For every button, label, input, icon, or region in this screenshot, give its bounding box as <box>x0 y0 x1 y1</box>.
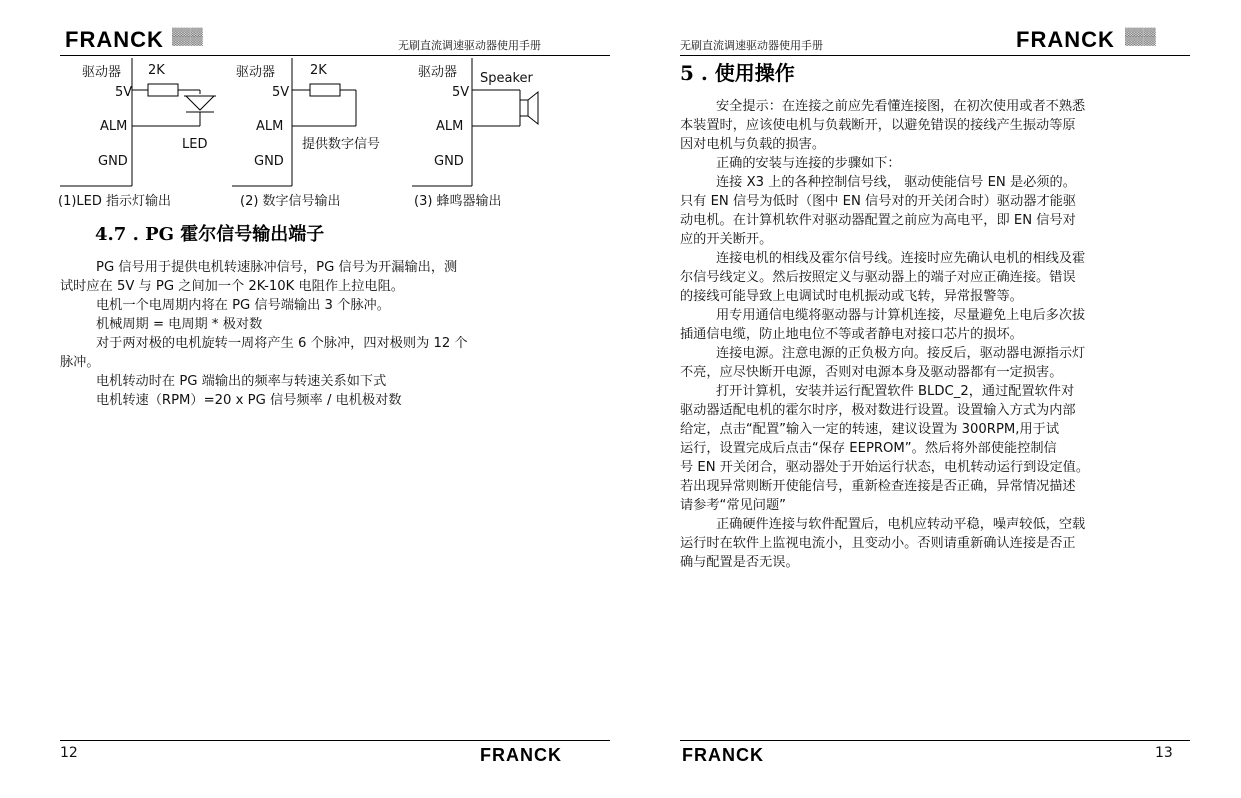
footer-rule-right <box>680 740 1190 741</box>
circuit-label-speaker: Speaker <box>480 71 533 86</box>
text-line: 请参考“常见问题” <box>680 498 786 513</box>
text-line: 若出现异常则断开使能信号，重新检查连接是否正确，异常情况描述 <box>680 479 1076 494</box>
header-rule-left <box>60 55 610 56</box>
header-logo-left: FRANCK <box>65 27 164 52</box>
circuit-label-alm: ALM <box>100 119 128 134</box>
text-line: 脉冲。 <box>60 355 100 370</box>
page-number-right: 13 <box>1155 745 1173 761</box>
text-line: 电机一个电周期内将在 PG 信号端输出 3 个脉冲。 <box>96 298 390 313</box>
circuit-label-gnd: GND <box>254 154 284 169</box>
circuit-label-gnd: GND <box>98 154 128 169</box>
circuit-label-digital: 提供数字信号 <box>302 137 381 152</box>
text-line: 给定，点击“配置”输入一定的转速，建议设置为 300RPM,用于试 <box>680 422 1060 437</box>
circuit-label-alm: ALM <box>436 119 464 134</box>
circuit-label-driver: 驱动器 <box>418 65 458 80</box>
text-line: 本装置时，应该使电机与负载断开，以避免错误的接线产生振动等原 <box>680 118 1076 133</box>
text-line: 号 EN 开关闭合，驱动器处于开始运行状态，电机转动运行到设定值。 <box>680 460 1090 475</box>
text-line: 尔信号线定义。然后按照定义与驱动器上的端子对应正确连接。错误 <box>680 270 1076 285</box>
circuit-label-resistor: 2K <box>148 63 165 78</box>
text-line: 运行，设置完成后点击“保存 EEPROM”。然后将外部使能控制信 <box>680 441 1057 456</box>
right-body <box>680 97 1190 572</box>
footer-rule-left <box>60 740 610 741</box>
section-title-operation: 5 . 使用操作 <box>680 61 795 85</box>
text-line: 动电机。在计算机软件对驱动器配置之前应为高电平，即 EN 信号对 <box>680 213 1076 228</box>
circuit-label-driver: 驱动器 <box>236 65 276 80</box>
right-page <box>620 0 1241 798</box>
text-line: 只有 EN 信号为低时（图中 EN 信号对的开关闭合时）驱动器才能驱 <box>680 194 1077 209</box>
text-line: 连接电源。注意电源的正负极方向。接反后，驱动器电源指示灯 <box>716 346 1086 361</box>
text-line: 用专用通信电缆将驱动器与计算机连接，尽量避免上电后多次拔 <box>716 308 1086 323</box>
logo-tagline-left: ▒▒▒▒▒ ▒▒▒▒▒ <box>172 28 203 46</box>
circuit-label-resistor: 2K <box>310 63 327 78</box>
text-line: 运行时在软件上监视电流小，且变动小。否则请重新确认连接是否正 <box>680 536 1076 551</box>
text-line: 电机转速（RPM）=20 x PG 信号频率 / 电机极对数 <box>96 393 402 408</box>
circuit-digital <box>232 58 407 198</box>
text-line: 因对电机与负载的损害。 <box>680 137 826 152</box>
circuit-label-5v: 5V <box>272 85 290 100</box>
circuit-label-alm: ALM <box>256 119 284 134</box>
footer-logo-left: FRANCK <box>480 745 562 765</box>
text-line: 的接线可能导致上电调试时电机振动或飞转，异常报警等。 <box>680 289 1023 304</box>
left-page <box>0 0 620 798</box>
text-line: 插通信电缆，防止地电位不等或者静电对接口芯片的损坏。 <box>680 327 1023 342</box>
header-title-left: 无刷直流调速驱动器使用手册 <box>398 39 541 52</box>
text-line: 对于两对极的电机旋转一周将产生 6 个脉冲，四对极则为 12 个 <box>96 336 468 351</box>
page-number-left: 12 <box>60 745 78 761</box>
circuit-caption-led: (1)LED 指示灯输出 <box>58 194 172 209</box>
text-line: 驱动器适配电机的霍尔时序，极对数进行设置。设置输入方式为内部 <box>680 403 1076 418</box>
text-line: 试时应在 5V 与 PG 之间加一个 2K-10K 电阻作上拉电阻。 <box>60 279 404 294</box>
text-line: 不亮，应尽快断开电源，否则对电源本身及驱动器都有一定损害。 <box>680 365 1063 380</box>
left-body <box>60 258 570 410</box>
header-rule-right <box>680 55 1190 56</box>
text-line: 连接 X3 上的各种控制信号线， 驱动使能信号 EN 是必须的。 <box>716 175 1076 190</box>
text-line: 连接电机的相线及霍尔信号线。连接时应先确认电机的相线及霍 <box>716 251 1086 266</box>
circuit-buzzer <box>412 58 592 198</box>
text-line: 电机转动时在 PG 端输出的频率与转速关系如下式 <box>96 374 387 389</box>
footer-logo-right: FRANCK <box>682 745 764 765</box>
text-line: 正确硬件连接与软件配置后，电机应转动平稳，噪声较低，空载 <box>716 517 1086 532</box>
circuit-caption-digital: (2) 数字信号输出 <box>240 194 341 209</box>
header-title-right: 无刷直流调速驱动器使用手册 <box>680 39 823 52</box>
text-line: 正确的安装与连接的步骤如下： <box>716 156 901 171</box>
text-line: PG 信号用于提供电机转速脉冲信号，PG 信号为开漏输出，测 <box>96 260 458 275</box>
text-line: 应的开关断开。 <box>680 232 773 247</box>
circuit-label-5v: 5V <box>115 85 133 100</box>
text-line: 安全提示：在连接之前应先看懂连接图，在初次使用或者不熟悉 <box>716 99 1086 114</box>
circuit-caption-buzzer: (3) 蜂鸣器输出 <box>414 194 502 209</box>
text-line: 机械周期 = 电周期 * 极对数 <box>96 317 263 332</box>
section-title-pg: 4.7 . PG 霍尔信号输出端子 <box>95 224 325 245</box>
circuit-label-led: LED <box>182 137 208 152</box>
header-logo-right: FRANCK <box>1016 27 1115 52</box>
circuit-led <box>60 58 235 198</box>
text-line: 打开计算机，安装并运行配置软件 BLDC_2，通过配置软件对 <box>716 384 1075 399</box>
circuit-label-5v: 5V <box>452 85 470 100</box>
circuit-label-driver: 驱动器 <box>82 65 122 80</box>
circuit-label-gnd: GND <box>434 154 464 169</box>
logo-tagline-right: ▒▒▒▒▒ ▒▒▒▒▒ <box>1125 28 1156 46</box>
text-line: 确与配置是否无误。 <box>680 555 799 570</box>
